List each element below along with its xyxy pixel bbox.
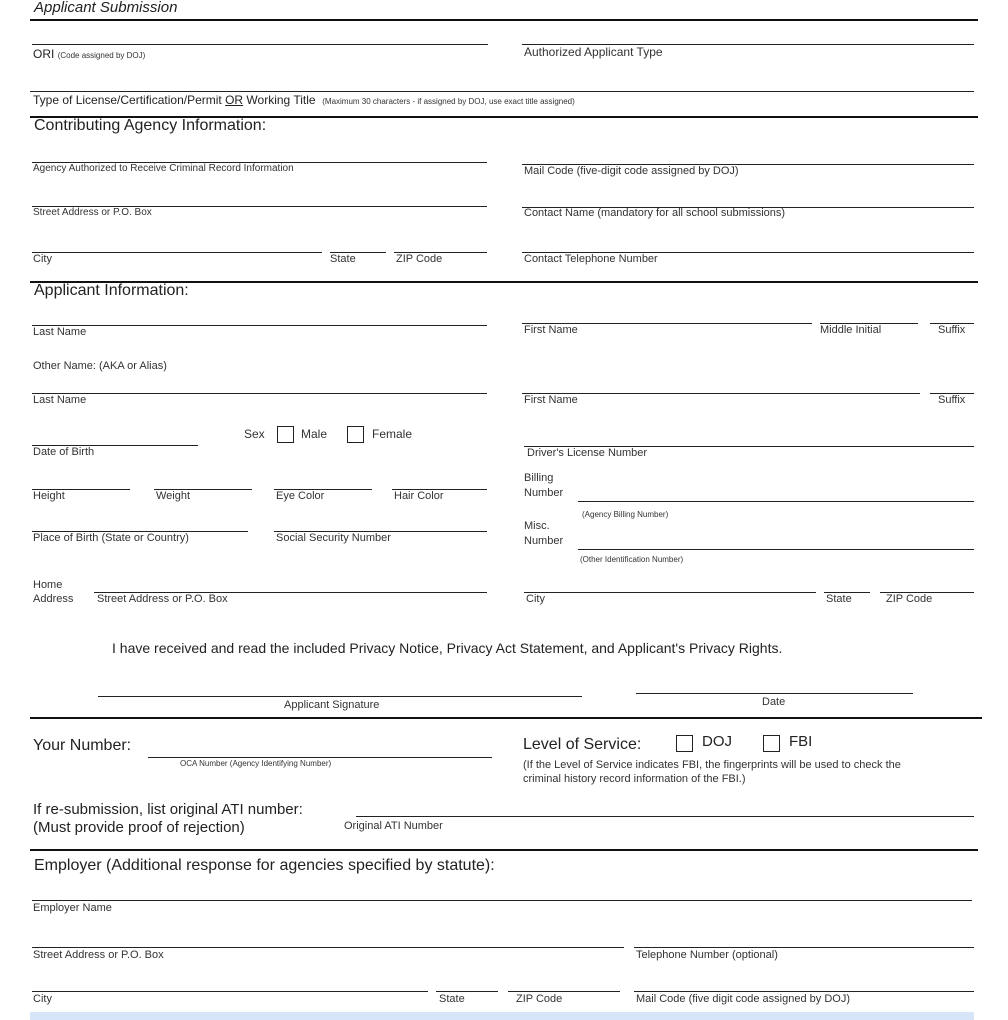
home-label-2: Address bbox=[33, 593, 74, 605]
original-ati-label: Original ATI Number bbox=[344, 820, 443, 832]
employer-mail-code-line bbox=[634, 991, 974, 992]
home-state-label: State bbox=[826, 593, 852, 605]
drivers-license-label: Driver's License Number bbox=[527, 447, 648, 459]
place-of-birth-label: Place of Birth (State or Country) bbox=[33, 532, 189, 544]
agency-street-label: Street Address or P.O. Box bbox=[33, 207, 152, 218]
doj-checkbox[interactable] bbox=[676, 735, 693, 752]
misc-number-input[interactable] bbox=[578, 530, 974, 548]
place-of-birth-input[interactable] bbox=[32, 512, 250, 530]
employer-rule bbox=[30, 849, 978, 851]
license-title-input[interactable] bbox=[32, 72, 974, 90]
employer-name-label: Employer Name bbox=[33, 902, 112, 914]
home-label-1: Home bbox=[33, 579, 63, 591]
employer-zip-label: ZIP Code bbox=[516, 993, 563, 1005]
resubmission-label: If re-submission, list original ATI number: bbox=[33, 801, 303, 818]
height-label: Height bbox=[33, 490, 65, 502]
ssn-input[interactable] bbox=[274, 512, 488, 530]
agency-input[interactable] bbox=[32, 143, 488, 161]
employer-name-input[interactable] bbox=[32, 882, 972, 900]
header-rule bbox=[30, 19, 978, 21]
employer-name-line bbox=[32, 900, 972, 901]
home-street-input[interactable] bbox=[94, 574, 488, 592]
alias-last-line bbox=[32, 393, 487, 394]
oca-number-note: OCA Number (Agency Identifying Number) bbox=[180, 759, 332, 768]
applicant-type-label: Authorized Applicant Type bbox=[524, 45, 663, 59]
agency-city-input[interactable] bbox=[32, 232, 488, 250]
employer-street-input[interactable] bbox=[32, 928, 624, 946]
agency-city-label: City bbox=[33, 253, 52, 265]
home-city-line bbox=[524, 592, 816, 593]
ssn-label: Social Security Number bbox=[276, 532, 391, 544]
signature-line bbox=[98, 696, 582, 697]
contributing-title: Contributing Agency Information: bbox=[34, 117, 267, 134]
male-label: Male bbox=[301, 427, 328, 441]
privacy-statement: I have received and read the included Privacy Notice, Privacy Act Statement, and Applicant's Privacy Rights. bbox=[112, 640, 783, 656]
fbi-note-1: (If the Level of Service indicates FBI, the fingerprints will be used to check the bbox=[523, 759, 901, 771]
misc-number-note: (Other Identification Number) bbox=[580, 555, 684, 564]
original-ati-line bbox=[356, 816, 974, 817]
doj-label: DOJ bbox=[702, 733, 732, 750]
employer-street-label: Street Address or P.O. Box bbox=[33, 949, 164, 961]
last-name-label: Last Name bbox=[33, 326, 87, 338]
bottom-strip bbox=[30, 1012, 974, 1020]
other-name-label: Other Name: (AKA or Alias) bbox=[33, 360, 167, 372]
alias-last-label: Last Name bbox=[33, 394, 87, 406]
sex-label: Sex bbox=[244, 427, 265, 441]
home-street-label: Street Address or P.O. Box bbox=[97, 593, 228, 605]
ori-input[interactable] bbox=[32, 24, 488, 42]
agency-city-line bbox=[32, 252, 322, 253]
oca-number-line bbox=[148, 757, 492, 758]
agency-state-label: State bbox=[330, 253, 356, 265]
employer-phone-line bbox=[634, 947, 974, 948]
employer-title: Employer (Additional response for agencies specified by statute): bbox=[34, 857, 495, 874]
date-line bbox=[636, 693, 913, 694]
your-number-label: Your Number: bbox=[33, 737, 132, 754]
signature-input[interactable] bbox=[98, 676, 582, 694]
resubmission-note: (Must provide proof of rejection) bbox=[33, 819, 245, 836]
employer-state-line bbox=[436, 991, 498, 992]
billing-number-note: (Agency Billing Number) bbox=[582, 510, 669, 519]
applicant-title: Applicant Information: bbox=[34, 282, 189, 299]
middle-initial-label: Middle Initial bbox=[820, 324, 882, 336]
fbi-label: FBI bbox=[789, 733, 813, 750]
date-label: Date bbox=[762, 696, 786, 708]
applicant-type-input[interactable] bbox=[522, 24, 974, 42]
employer-city-line bbox=[32, 991, 428, 992]
ori-label: ORI (Code assigned by DOJ) bbox=[33, 47, 146, 61]
service-rule bbox=[30, 717, 982, 719]
employer-street-line bbox=[32, 947, 624, 948]
signature-label: Applicant Signature bbox=[284, 699, 380, 711]
employer-mail-code-label: Mail Code (five digit code assigned by DOJ) bbox=[636, 993, 850, 1005]
employer-phone-label: Telephone Number (optional) bbox=[636, 949, 778, 961]
employer-phone-input[interactable] bbox=[634, 928, 974, 946]
employer-zip-line bbox=[508, 991, 620, 992]
contact-phone-label: Contact Telephone Number bbox=[524, 253, 658, 265]
misc-label-2: Number bbox=[524, 535, 564, 547]
dob-input[interactable] bbox=[32, 426, 196, 444]
last-name-input[interactable] bbox=[32, 306, 488, 324]
alias-first-input[interactable] bbox=[522, 374, 974, 392]
weight-label: Weight bbox=[156, 490, 191, 502]
ori-line bbox=[32, 44, 488, 45]
employer-city-label: City bbox=[33, 993, 52, 1005]
first-name-input[interactable] bbox=[522, 306, 974, 324]
oca-number-input[interactable] bbox=[148, 738, 492, 756]
agency-label: Agency Authorized to Receive Criminal Record Information bbox=[33, 163, 294, 174]
level-of-service-label: Level of Service: bbox=[523, 736, 642, 753]
billing-number-input[interactable] bbox=[578, 482, 974, 500]
first-name-label: First Name bbox=[524, 324, 578, 336]
alias-suffix-label: Suffix bbox=[938, 394, 966, 406]
home-city-label: City bbox=[526, 593, 545, 605]
agency-street-input[interactable] bbox=[32, 187, 488, 205]
misc-number-line bbox=[578, 549, 974, 550]
billing-label-1: Billing bbox=[524, 472, 554, 484]
employer-state-label: State bbox=[439, 993, 465, 1005]
mail-code-input[interactable] bbox=[522, 145, 974, 163]
home-zip-label: ZIP Code bbox=[886, 593, 933, 605]
license-label: Type of License/Certification/Permit OR Working Title (Maximum 30 characters - if assigned by DOJ, use exact title assigned) bbox=[33, 93, 575, 107]
license-line bbox=[30, 91, 974, 92]
fbi-note-2: criminal history record information of the FBI.) bbox=[523, 773, 746, 785]
female-label: Female bbox=[372, 427, 413, 441]
alias-last-input[interactable] bbox=[32, 374, 488, 392]
employer-city-input[interactable] bbox=[32, 972, 972, 990]
alias-first-line bbox=[522, 393, 920, 394]
eye-color-label: Eye Color bbox=[276, 490, 325, 502]
billing-number-line bbox=[578, 501, 974, 502]
date-input[interactable] bbox=[636, 674, 912, 692]
alias-first-label: First Name bbox=[524, 394, 578, 406]
misc-label-1: Misc. bbox=[524, 520, 550, 532]
billing-label-2: Number bbox=[524, 487, 564, 499]
male-checkbox[interactable] bbox=[277, 426, 294, 443]
dob-label: Date of Birth bbox=[33, 446, 95, 458]
original-ati-input[interactable] bbox=[356, 797, 974, 815]
drivers-license-input[interactable] bbox=[524, 428, 974, 446]
agency-zip-label: ZIP Code bbox=[396, 253, 443, 265]
female-checkbox[interactable] bbox=[347, 426, 364, 443]
fbi-checkbox[interactable] bbox=[763, 735, 780, 752]
home-city-input[interactable] bbox=[524, 574, 974, 592]
mail-code-label: Mail Code (five-digit code assigned by DOJ) bbox=[524, 165, 739, 177]
suffix-label: Suffix bbox=[938, 324, 966, 336]
contact-name-input[interactable] bbox=[522, 187, 974, 205]
form-title: Applicant Submission bbox=[34, 0, 178, 16]
last-name-line bbox=[32, 325, 487, 326]
contact-phone-input[interactable] bbox=[522, 232, 974, 250]
contact-name-label: Contact Name (mandatory for all school submissions) bbox=[524, 207, 786, 219]
hair-color-label: Hair Color bbox=[394, 490, 444, 502]
